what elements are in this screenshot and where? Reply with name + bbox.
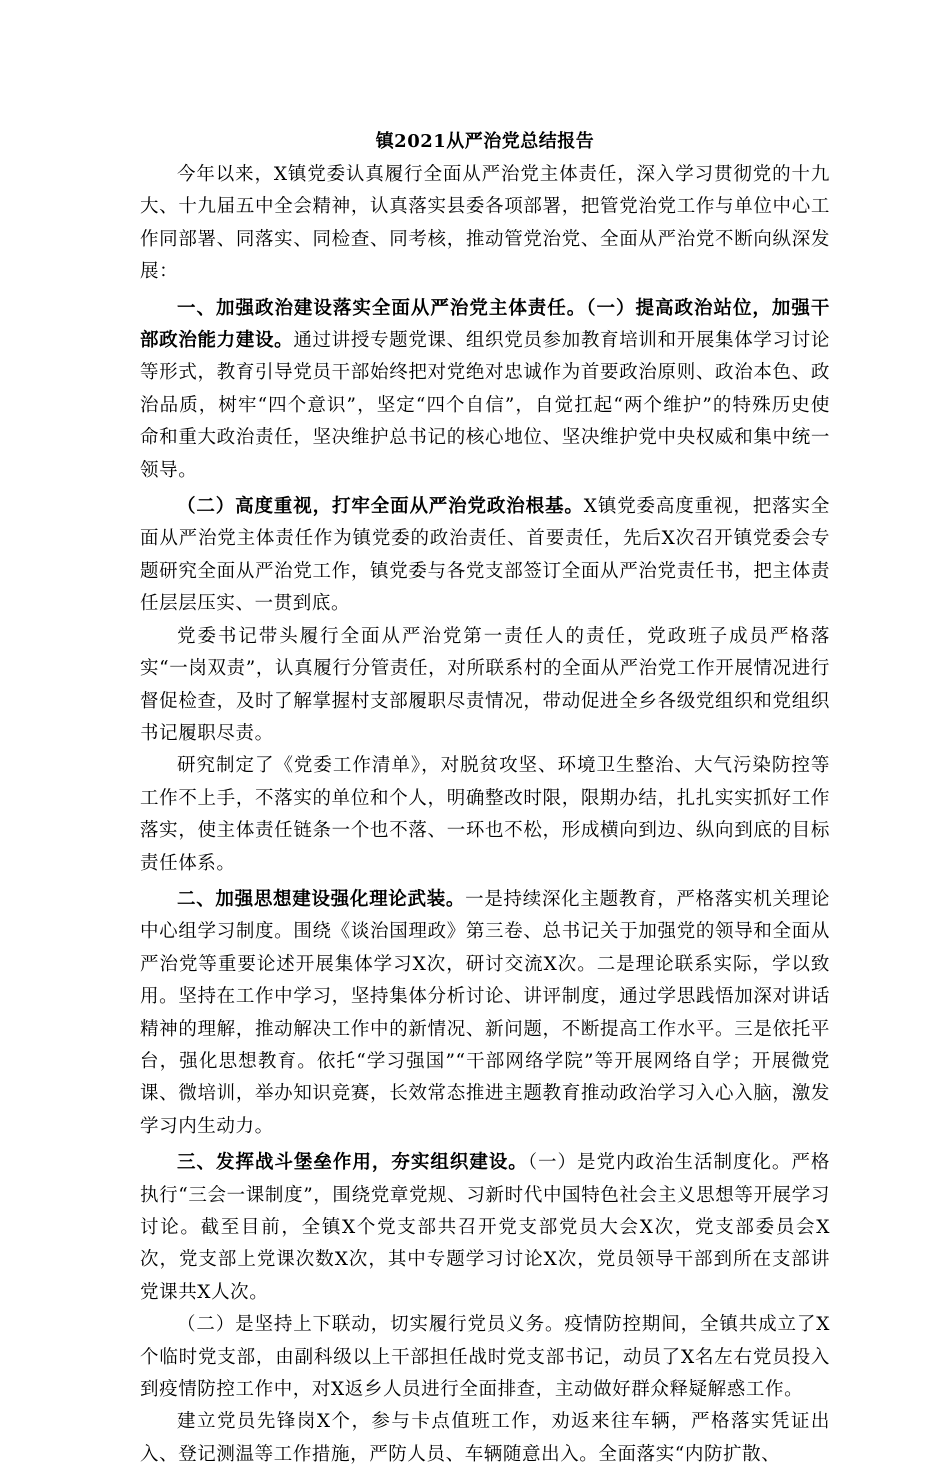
body-paragraph bbox=[140, 159, 830, 289]
paragraph-text: （一）是党内政治生活制度化。严格执行“三会一课制度”，围绕党章党规、习新时代中国特色社会主义思想等开展学习讨论。截至目前，全镇X个党支部共召开党支部党员大会X次，党支部委员会X次，党支部上党课次数X次，其中专题学习讨论X次，党员领导干部到所在支部讲党课共X人次。 bbox=[140, 1152, 830, 1303]
section-heading: 一、加强政治建设落实全面从严治党主体责任。（一）提高政治站位，加强干部政治能力建设。 bbox=[140, 297, 830, 352]
body-paragraph bbox=[140, 884, 830, 1143]
paragraph-text: 今年以来，X镇党委认真履行全面从严治党主体责任，深入学习贯彻党的十九大、十九届五中全会精神，认真落实县委各项部署，把管党治党工作与单位中心工作同部署、同落实、同检查、同考核，推动管党治党、全面从严治党不断向纵深发展： bbox=[140, 164, 830, 283]
body-paragraph bbox=[140, 1309, 830, 1406]
document-page bbox=[140, 125, 830, 1471]
paragraph-text: 党委书记带头履行全面从严治党第一责任人的责任，党政班子成员严格落实“一岗双责”，认真履行分管责任，对所联系村的全面从严治党工作开展情况进行督促检查，及时了解掌握村支部履职尽责情况，带动促进全乡各级党组织和党组织书记履职尽责。 bbox=[140, 625, 830, 744]
body-paragraph bbox=[140, 621, 830, 751]
section-heading: （二）高度重视，打牢全面从严治党政治根基。 bbox=[177, 496, 584, 518]
document-title: 镇2021从严治党总结报告 bbox=[375, 131, 595, 152]
body-paragraph bbox=[140, 750, 830, 880]
body-paragraph bbox=[140, 1147, 830, 1309]
paragraph-text: 一是持续深化主题教育，严格落实机关理论中心组学习制度。围绕《谈治国理政》第三卷、总书记关于加强党的领导和全面从严治党等重要论述开展集体学习X次，研讨交流X次。二是理论联系实际，学以致用。坚持在工作中学习，坚持集体分析讨论、讲评制度，通过学思践悟加深对讲话精神的理解，推动解决工作中的新情况、新问题，不断提高工作水平。三是依托平台，强化思想教育。依托“学习强国”“干部网络学院”等开展网络自学；开展微党课、微培训，举办知识竞赛，长效常态推进主题教育推动政治学习入心入脑，激发学习内生动力。 bbox=[140, 888, 830, 1137]
paragraph-text: 通过讲授专题党课、组织党员参加教育培训和开展集体学习讨论等形式，教育引导党员干部始终把对党绝对忠诚作为首要政治原则、政治本色、政治品质，树牢“四个意识”，坚定“四个自信”，自觉扛起“两个维护”的特殊历史使命和重大政治责任，坚决维护总书记的核心地位、坚决维护党中央权威和集中统一领导。 bbox=[140, 330, 830, 481]
section-heading: 二、加强思想建设强化理论武装。 bbox=[177, 888, 466, 910]
document-body bbox=[140, 159, 830, 1471]
paragraph-text: （二）是坚持上下联动，切实履行党员义务。疫情防控期间，全镇共成立了X个临时党支部，由副科级以上干部担任战时党支部书记，动员了X名左右党员投入到疫情防控工作中，对X返乡人员进行全面排查，主动做好群众释疑解惑工作。 bbox=[140, 1314, 830, 1401]
body-paragraph bbox=[140, 293, 830, 487]
paragraph-text: 建立党员先锋岗X个，参与卡点值班工作，劝返来往车辆，严格落实凭证出入、登记测温等工作措施，严防人员、车辆随意出入。全面落实“内防扩散、 bbox=[140, 1411, 830, 1465]
paragraph-text: X镇党委高度重视，把落实全面从严治党主体责任作为镇党委的政治责任、首要责任，先后X次召开镇党委会专题研究全面从严治党工作，镇党委与各党支部签订全面从严治党责任书，把主体责任层层压实、一贯到底。 bbox=[140, 496, 830, 615]
section-heading: 三、发挥战斗堡垒作用，夯实组织建设。 bbox=[177, 1152, 528, 1174]
body-paragraph bbox=[140, 491, 830, 621]
body-paragraph bbox=[140, 1406, 830, 1471]
paragraph-text: 研究制定了《党委工作清单》，对脱贫攻坚、环境卫生整治、大气污染防控等工作不上手，不落实的单位和个人，明确整改时限，限期办结，扎扎实实抓好工作落实，使主体责任链条一个也不落、一环也不松，形成横向到边、纵向到底的目标责任体系。 bbox=[140, 755, 830, 874]
